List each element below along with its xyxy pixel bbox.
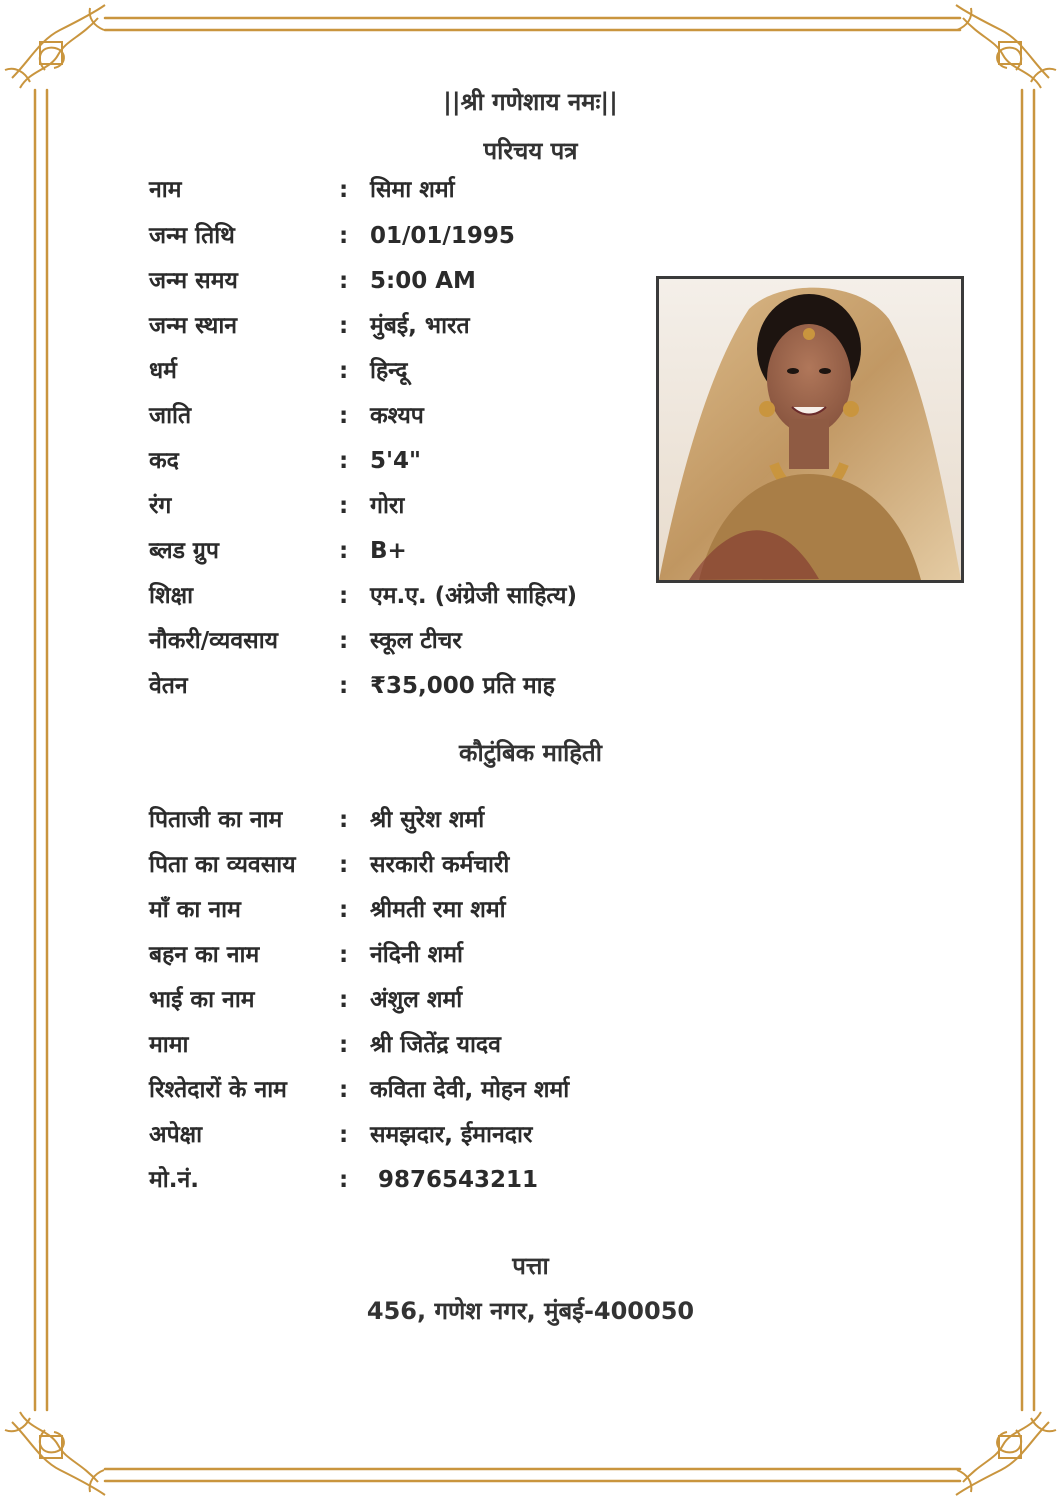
field-label: माँ का नाम bbox=[149, 897, 241, 923]
personal-section-title: परिचय पत्र bbox=[483, 137, 578, 165]
field-label: जन्म स्थान bbox=[149, 313, 238, 339]
field-value: 01/01/1995 bbox=[370, 223, 515, 249]
field-label: वेतन bbox=[149, 673, 188, 699]
field-label: मामा bbox=[149, 1032, 189, 1058]
field-value: श्रीमती रमा शर्मा bbox=[370, 897, 506, 923]
field-colon: : bbox=[339, 942, 349, 968]
field-value: सिमा शर्मा bbox=[370, 177, 455, 203]
field-colon: : bbox=[339, 268, 349, 294]
field-label: अपेक्षा bbox=[149, 1122, 203, 1148]
field-colon: : bbox=[339, 177, 349, 203]
field-value: कविता देवी, मोहन शर्मा bbox=[370, 1077, 570, 1103]
address-value: 456, गणेश नगर, मुंबई-400050 bbox=[366, 1297, 695, 1325]
field-colon: : bbox=[339, 852, 349, 878]
corner-ornament-icon bbox=[5, 5, 105, 88]
field-colon: : bbox=[339, 897, 349, 923]
field-label: जन्म समय bbox=[149, 268, 238, 294]
field-label: रिश्तेदारों के नाम bbox=[149, 1077, 287, 1103]
field-value: गोरा bbox=[370, 493, 405, 519]
field-value: 5'4" bbox=[370, 448, 422, 474]
field-label: मो.नं. bbox=[149, 1167, 199, 1193]
field-value: श्री जितेंद्र यादव bbox=[370, 1032, 501, 1058]
field-label: नौकरी/व्यवसाय bbox=[149, 628, 278, 654]
invocation-heading: ||श्री गणेशाय नमः|| bbox=[443, 88, 618, 116]
field-colon: : bbox=[339, 1077, 349, 1103]
field-label: शिक्षा bbox=[149, 583, 194, 609]
field-value: स्कूल टीचर bbox=[370, 628, 462, 654]
field-colon: : bbox=[339, 403, 349, 429]
field-value: समझदार, ईमानदार bbox=[370, 1122, 533, 1148]
field-colon: : bbox=[339, 1122, 349, 1148]
field-label: धर्म bbox=[149, 358, 177, 384]
bride-portrait-image bbox=[659, 279, 961, 580]
field-colon: : bbox=[339, 673, 349, 699]
field-label: जाति bbox=[149, 403, 192, 429]
field-label: पिताजी का नाम bbox=[149, 807, 283, 833]
field-label: बहन का नाम bbox=[149, 942, 260, 968]
field-colon: : bbox=[339, 987, 349, 1013]
field-colon: : bbox=[339, 538, 349, 564]
field-label: नाम bbox=[149, 177, 182, 203]
field-colon: : bbox=[339, 448, 349, 474]
field-colon: : bbox=[339, 583, 349, 609]
field-value: ₹35,000 प्रति माह bbox=[370, 673, 555, 699]
field-colon: : bbox=[339, 807, 349, 833]
field-label: पिता का व्यवसाय bbox=[149, 852, 296, 878]
family-section-title: कौटुंबिक माहिती bbox=[459, 739, 602, 767]
field-label: रंग bbox=[149, 493, 172, 519]
field-value: 5:00 AM bbox=[370, 268, 476, 294]
field-value: मुंबई, भारत bbox=[370, 313, 470, 339]
field-colon: : bbox=[339, 223, 349, 249]
field-label: कद bbox=[149, 448, 179, 474]
field-colon: : bbox=[339, 493, 349, 519]
field-value: सरकारी कर्मचारी bbox=[370, 852, 510, 878]
field-colon: : bbox=[339, 358, 349, 384]
field-value: एम.ए. (अंग्रेजी साहित्य) bbox=[370, 583, 577, 609]
field-value: B+ bbox=[370, 538, 407, 564]
field-colon: : bbox=[339, 1167, 349, 1193]
field-label: भाई का नाम bbox=[149, 987, 255, 1013]
field-value: कश्यप bbox=[370, 403, 424, 429]
field-label: जन्म तिथि bbox=[149, 223, 235, 249]
field-value: श्री सुरेश शर्मा bbox=[370, 807, 485, 833]
profile-photo bbox=[656, 276, 964, 583]
field-value: नंदिनी शर्मा bbox=[370, 942, 464, 968]
field-value: हिन्दू bbox=[370, 358, 408, 384]
field-colon: : bbox=[339, 1032, 349, 1058]
address-title: पत्ता bbox=[512, 1252, 549, 1280]
field-colon: : bbox=[339, 313, 349, 339]
field-value: 9876543211 bbox=[370, 1167, 539, 1193]
field-value: अंशुल शर्मा bbox=[370, 987, 463, 1013]
field-label: ब्लड ग्रुप bbox=[149, 538, 219, 564]
field-colon: : bbox=[339, 628, 349, 654]
